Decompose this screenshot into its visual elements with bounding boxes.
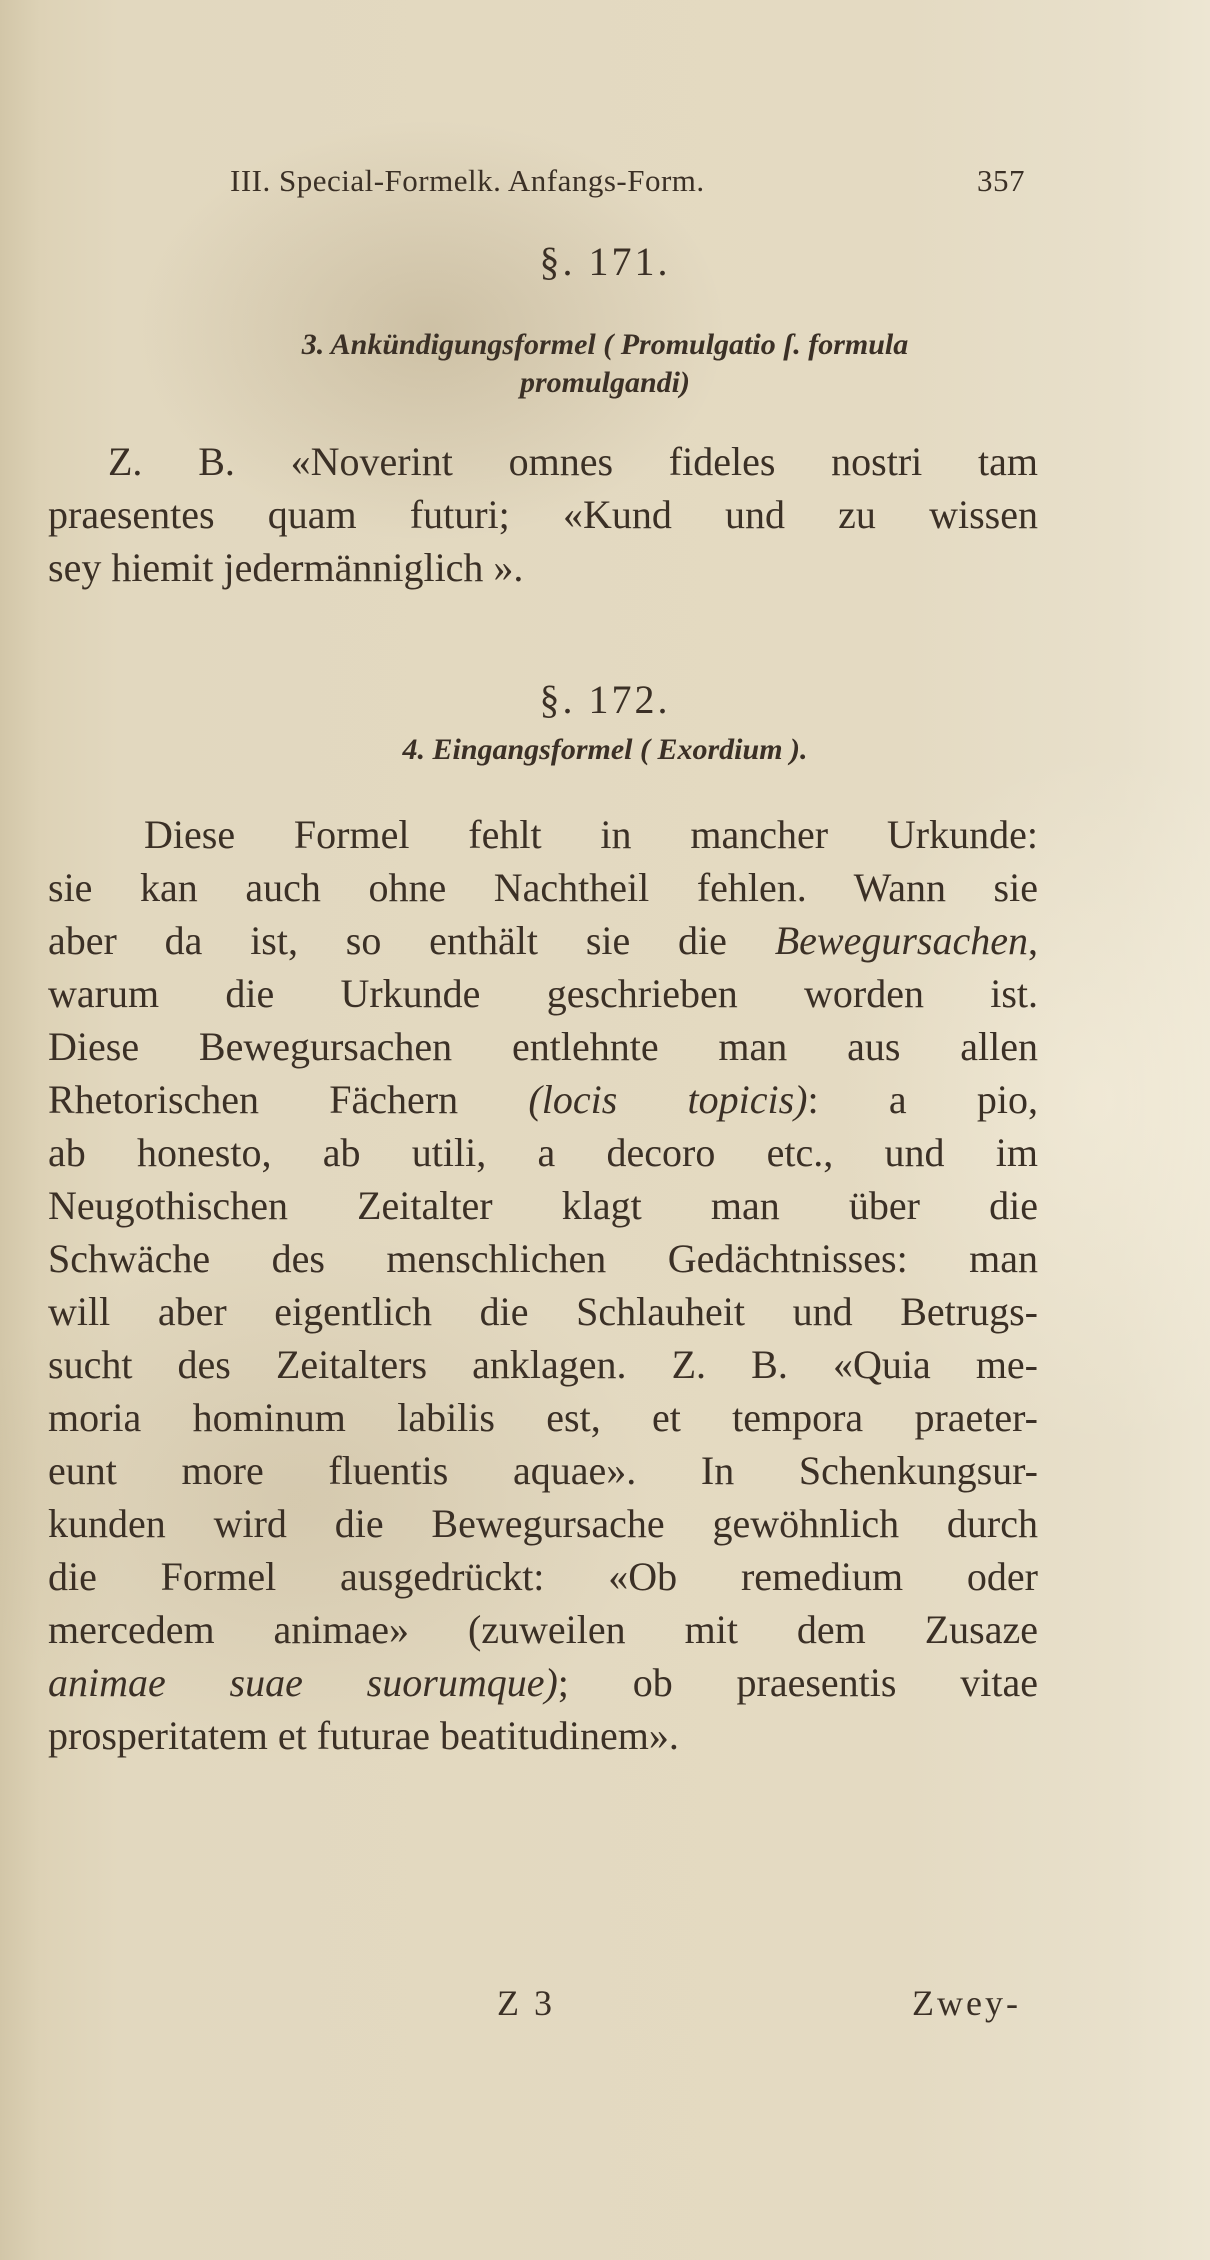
text-line [48, 1499, 1038, 1549]
text-line [48, 1446, 1038, 1496]
text-segment: aber da ist, so enthält sie die [48, 918, 775, 963]
text-line [48, 863, 1038, 913]
text-line [48, 1711, 1038, 1761]
text-line [48, 437, 1038, 487]
text-segment: Diese Bewegursachen entlehnte man aus allen [48, 1024, 1038, 1069]
text-segment: moria hominum labilis est, et tempora praeter- [48, 1395, 1038, 1440]
text-segment: Schwäche des menschlichen Gedächtnisses: man [48, 1236, 1038, 1281]
text-segment: warum die Urkunde geschrieben worden ist. [48, 971, 1038, 1016]
text-line [48, 1234, 1038, 1284]
text-segment: , [1028, 918, 1038, 963]
text-segment: sucht des Zeitalters anklagen. Z. B. «Quia me- [48, 1342, 1038, 1387]
text-segment: Neugothischen Zeitalter klagt man über die [48, 1183, 1038, 1228]
section-mark-171: §. 171. [539, 239, 671, 284]
section-mark-172: §. 172. [539, 677, 671, 722]
text-segment: mercedem animae» (zuweilen mit dem Zusaze [48, 1607, 1038, 1652]
text-segment: Diese Formel fehlt in mancher Urkunde: [144, 812, 1038, 857]
text-line [48, 810, 1038, 860]
text-line [48, 969, 1038, 1019]
text-segment: ; ob praesentis vitae [557, 1660, 1038, 1705]
section-heading-171-line-1: 3. Ankündigungsformel ( Promulgatio ſ. formula [301, 328, 909, 361]
text-segment: eunt more fluentis aquae». In Schenkungsur- [48, 1448, 1038, 1493]
text-segment: Rhetorischen Fächern [48, 1077, 529, 1122]
page-number: 357 [977, 163, 1025, 198]
text-line [48, 543, 1038, 593]
text-line [48, 490, 1038, 540]
text-line [48, 1022, 1038, 1072]
text-line [48, 1075, 1038, 1125]
text-line [48, 1393, 1038, 1443]
text-segment: die Formel ausgedrückt: «Ob remedium oder [48, 1554, 1038, 1599]
text-segment: will aber eigentlich die Schlauheit und Betrugs- [48, 1289, 1038, 1334]
text-line [48, 1128, 1038, 1178]
text-segment: sie kan auch ohne Nachtheil fehlen. Wann sie [48, 865, 1038, 910]
text-segment: : a pio, [807, 1077, 1038, 1122]
italic-text: Bewegursachen [774, 918, 1028, 963]
text-line [48, 1340, 1038, 1390]
text-segment: sey hiemit jedermänniglich ». [48, 545, 524, 590]
text-line [48, 1658, 1038, 1708]
section-heading-171-line-2: promulgandi) [519, 366, 691, 399]
text-line [48, 1605, 1038, 1655]
text-line [48, 1181, 1038, 1231]
text-segment: kunden wird die Bewegursache gewöhnlich durch [48, 1501, 1038, 1546]
catchword: Zwey- [912, 1983, 1021, 2023]
text-segment: Z. B. «Noverint omnes fideles nostri tam [108, 439, 1038, 484]
italic-text: (locis topicis) [528, 1077, 808, 1122]
text-segment: prosperitatem et futurae beatitudinem». [48, 1713, 679, 1758]
running-title: III. Special-Formelk. Anfangs-Form. [230, 163, 705, 198]
text-segment: ab honesto, ab utili, a decoro etc., und im [48, 1130, 1038, 1175]
section-heading-172: 4. Eingangsformel ( Exordium ). [402, 733, 808, 766]
text-line [48, 916, 1038, 966]
text-segment: praesentes quam futuri; «Kund und zu wissen [48, 492, 1038, 537]
text-line [48, 1552, 1038, 1602]
signature-mark: Z 3 [497, 1983, 555, 2023]
text-line [48, 1287, 1038, 1337]
italic-text: animae suae suorumque) [48, 1660, 558, 1705]
